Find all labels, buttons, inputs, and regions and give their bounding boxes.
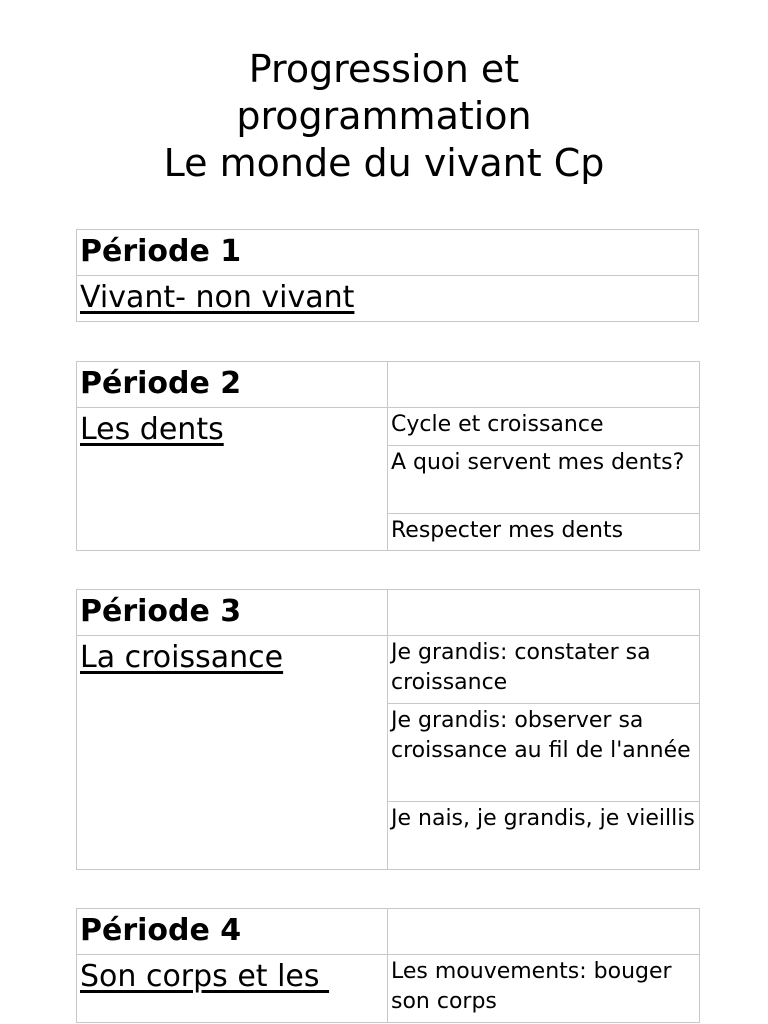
period-4-table <box>76 908 700 1023</box>
title-line-2: programmation <box>236 94 532 138</box>
period-subject <box>77 408 388 551</box>
period-heading: Période 4 <box>77 909 388 955</box>
period-subject-text: Vivant- non vivant <box>80 280 355 315</box>
period-subject-text: Son corps et les <box>80 959 330 994</box>
title-line-1: Progression et <box>248 47 520 91</box>
activity-cell: Je nais, je grandis, je vieillis <box>388 802 700 870</box>
activity-cell: Je grandis: constater sa croissance <box>388 636 700 704</box>
period-subject <box>77 955 388 1023</box>
period-heading: Période 3 <box>77 590 388 636</box>
period-heading-empty-cell <box>388 590 700 636</box>
period-subject-text: La croissance <box>80 640 284 675</box>
period-subject <box>77 636 388 870</box>
period-heading: Période 1 <box>77 230 699 276</box>
title-line-3: Le monde du vivant Cp <box>163 141 605 185</box>
period-2-table <box>76 361 700 551</box>
activity-cell: Je grandis: observer sa croissance au fil de l'année <box>388 704 700 802</box>
period-heading: Période 2 <box>77 362 388 408</box>
period-heading-empty-cell <box>388 909 700 955</box>
activity-cell: Cycle et croissance <box>388 408 700 446</box>
period-heading-empty-cell <box>388 362 700 408</box>
period-subject <box>77 276 699 322</box>
page-title <box>0 46 768 187</box>
period-3-table <box>76 589 700 870</box>
activity-cell: Respecter mes dents <box>388 514 700 551</box>
period-1-table <box>76 229 699 322</box>
period-subject-text: Les dents <box>80 412 224 447</box>
activity-cell: A quoi servent mes dents? <box>388 446 700 514</box>
activity-cell: Les mouvements: bouger son corps <box>388 955 700 1023</box>
